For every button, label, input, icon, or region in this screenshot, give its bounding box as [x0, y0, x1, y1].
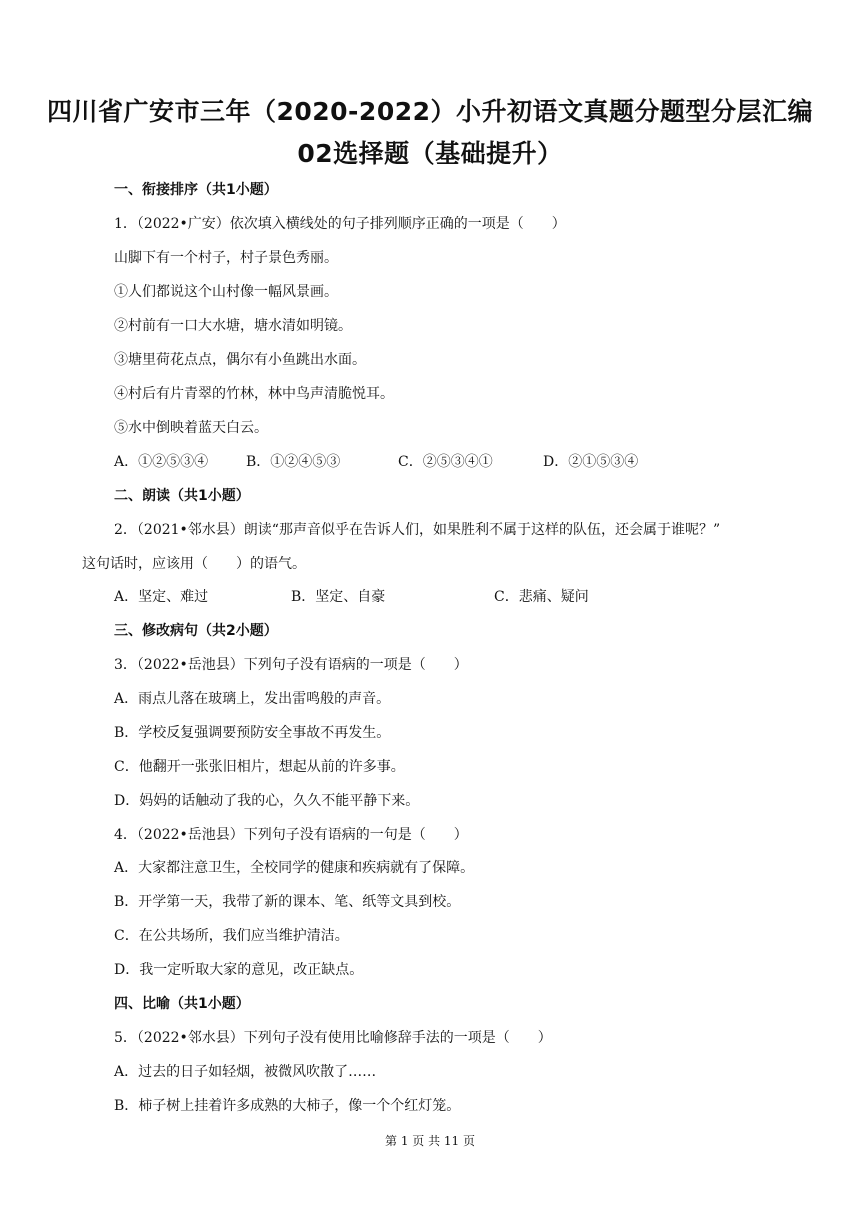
question-1-sentence-4: ④村后有片青翠的竹林，林中鸟声清脆悦耳。 [114, 386, 394, 402]
question-3-option-b: B．学校反复强调要预防安全事故不再发生。 [114, 725, 391, 741]
question-1-sentence-3: ③塘里荷花点点，偶尔有小鱼跳出水面。 [114, 352, 366, 368]
question-5-option-a: A．过去的日子如轻烟，被微风吹散了…… [114, 1064, 377, 1080]
question-5-stem: 5．（2022•邻水县）下列句子没有使用比喻修辞手法的一项是（ ） [114, 1030, 552, 1046]
question-3-stem: 3．（2022•岳池县）下列句子没有语病的一项是（ ） [114, 657, 468, 673]
question-1-sentence-2: ②村前有一口大水塘，塘水清如明镜。 [114, 318, 352, 334]
page-footer: 第 1 页 共 11 页 [385, 1134, 475, 1148]
section-heading-sequencing: 一、衔接排序（共1小题） [114, 182, 278, 198]
document-title-line1: 四川省广安市三年（2020-2022）小升初语文真题分题型分层汇编 [46, 97, 814, 126]
section-heading-reading-aloud: 二、朗读（共1小题） [114, 488, 250, 504]
question-2-stem-line2: 这句话时，应该用（ ）的语气。 [82, 556, 306, 572]
question-4-stem: 4．（2022•岳池县）下列句子没有语病的一句是（ ） [114, 827, 468, 843]
question-4-option-c: C．在公共场所，我们应当维护清洁。 [114, 928, 349, 944]
question-2-option-c: C．悲痛、疑问 [494, 589, 589, 605]
question-1-option-b: B．①②④⑤③ [246, 454, 341, 470]
question-1-sentence-1: ①人们都说这个山村像一幅风景画。 [114, 284, 338, 300]
section-heading-sentence-correction: 三、修改病句（共2小题） [114, 623, 278, 639]
question-3-option-d: D．妈妈的话触动了我的心，久久不能平静下来。 [114, 793, 420, 809]
question-1-option-d: D．②①⑤③④ [543, 454, 639, 470]
question-3-option-c: C．他翻开一张张旧相片，想起从前的许多事。 [114, 759, 405, 775]
question-1-stem: 1．（2022•广安）依次填入横线处的句子排列顺序正确的一项是（ ） [114, 216, 566, 232]
question-1-option-a: A．①②⑤③④ [114, 454, 209, 470]
question-5-option-b: B．柿子树上挂着许多成熟的大柿子，像一个个红灯笼。 [114, 1098, 461, 1114]
question-1-lead: 山脚下有一个村子，村子景色秀丽。 [114, 250, 338, 266]
document-title-line2: 02选择题（基础提升） [297, 139, 563, 168]
question-1-sentence-5: ⑤水中倒映着蓝天白云。 [114, 420, 268, 436]
question-4-option-a: A．大家都注意卫生，全校同学的健康和疾病就有了保障。 [114, 860, 475, 876]
question-2-stem-line1: 2．（2021•邻水县）朗读“那声音似乎在告诉人们，如果胜利不属于这样的队伍，还会属于谁呢？” [114, 522, 721, 538]
question-4-option-b: B．开学第一天，我带了新的课本、笔、纸等文具到校。 [114, 894, 461, 910]
question-1-option-c: C．②⑤③④① [398, 454, 493, 470]
question-4-option-d: D．我一定听取大家的意见，改正缺点。 [114, 962, 364, 978]
section-heading-metaphor: 四、比喻（共1小题） [114, 996, 250, 1012]
question-2-option-a: A．坚定、难过 [114, 589, 209, 605]
question-2-option-b: B．坚定、自豪 [291, 589, 386, 605]
question-3-option-a: A．雨点儿落在玻璃上，发出雷鸣般的声音。 [114, 691, 391, 707]
